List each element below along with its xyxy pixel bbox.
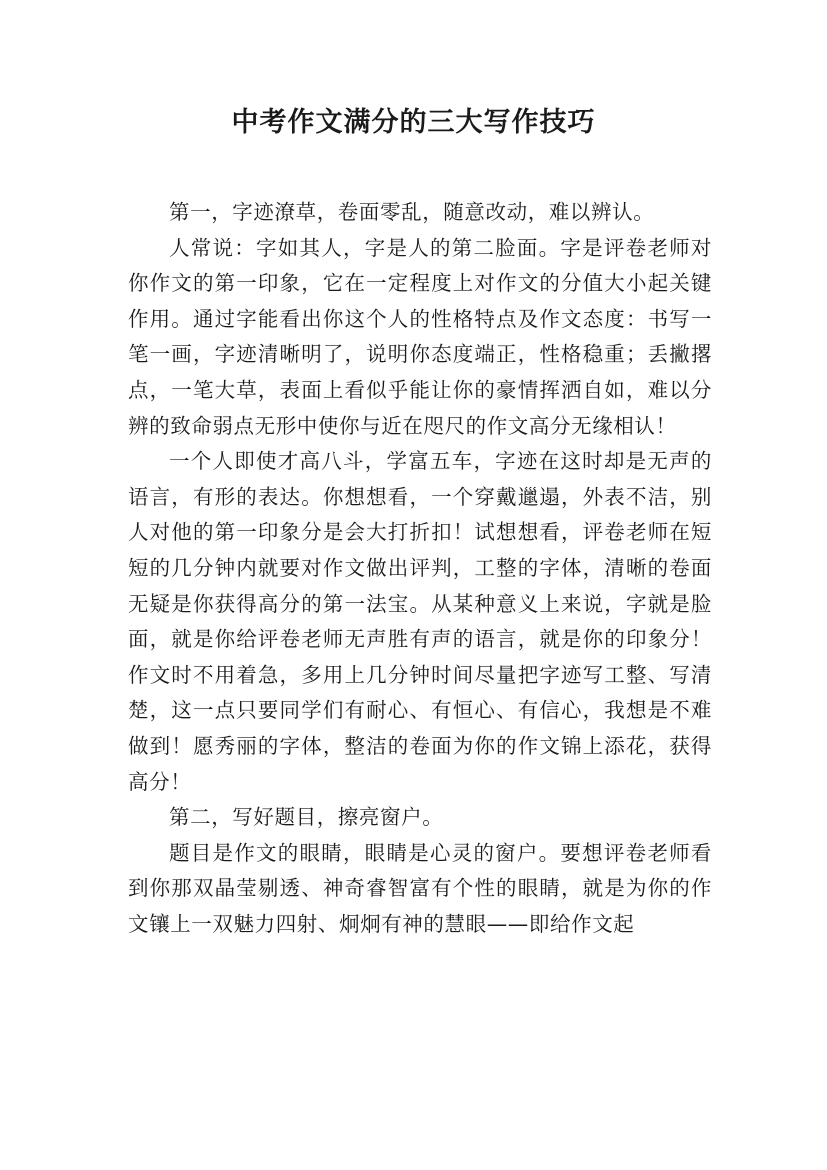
paragraph-4: 第二，写好题目，擦亮窗户。 [169, 805, 444, 830]
paragraph-3: 一个人即使才高八斗，学富五车，字迹在这时却是无声的语言，有形的表达。你想想看，一个穿戴邋遢，外表不洁，别人对他的第一印象分是会大打折扣！试想想看，评卷老师在短短的几分钟内就要对作文做出评判，工整的字体，清晰的卷面无疑是你获得高分的第一法宝。从某种意义上来说，字就是脸面，就是你给评卷老师无声胜有声的语言，就是你的印象分！作文时不用着急，多用上几分钟时间尽量把字迹写工整、写清楚，这一点只要同学们有耐心、有恒心、有信心，我想是不难做到！愿秀丽的字体，整洁的卷面为你的作文锦上添花，获得高分！ [128, 449, 712, 794]
paragraph-2: 人常说：字如其人，字是人的第二脸面。字是评卷老师对你作文的第一印象，它在一定程度上对作文的分值大小起关键作用。通过字能看出你这个人的性格特点及作文态度：书写一笔一画，字迹清晰明了，说明你态度端正，性格稳重；丢撇撂点，一笔大草，表面上看似乎能让你的豪情挥洒自如，难以分辨的致命弱点无形中使你与近在咫尺的作文高分无缘相认！ [128, 235, 712, 438]
document-body [128, 195, 712, 942]
paragraph-1: 第一，字迹潦草，卷面零乱，随意改动，难以辨认。 [169, 200, 655, 224]
document-title: 中考作文满分的三大写作技巧 [231, 107, 596, 138]
paragraph-5: 题目是作文的眼睛，眼睛是心灵的窗户。要想评卷老师看到你那双晶莹剔透、神奇睿智富有个性的眼睛，就是为你的作文镶上一双魅力四射、炯炯有神的慧眼——即给作文起 [128, 840, 712, 936]
